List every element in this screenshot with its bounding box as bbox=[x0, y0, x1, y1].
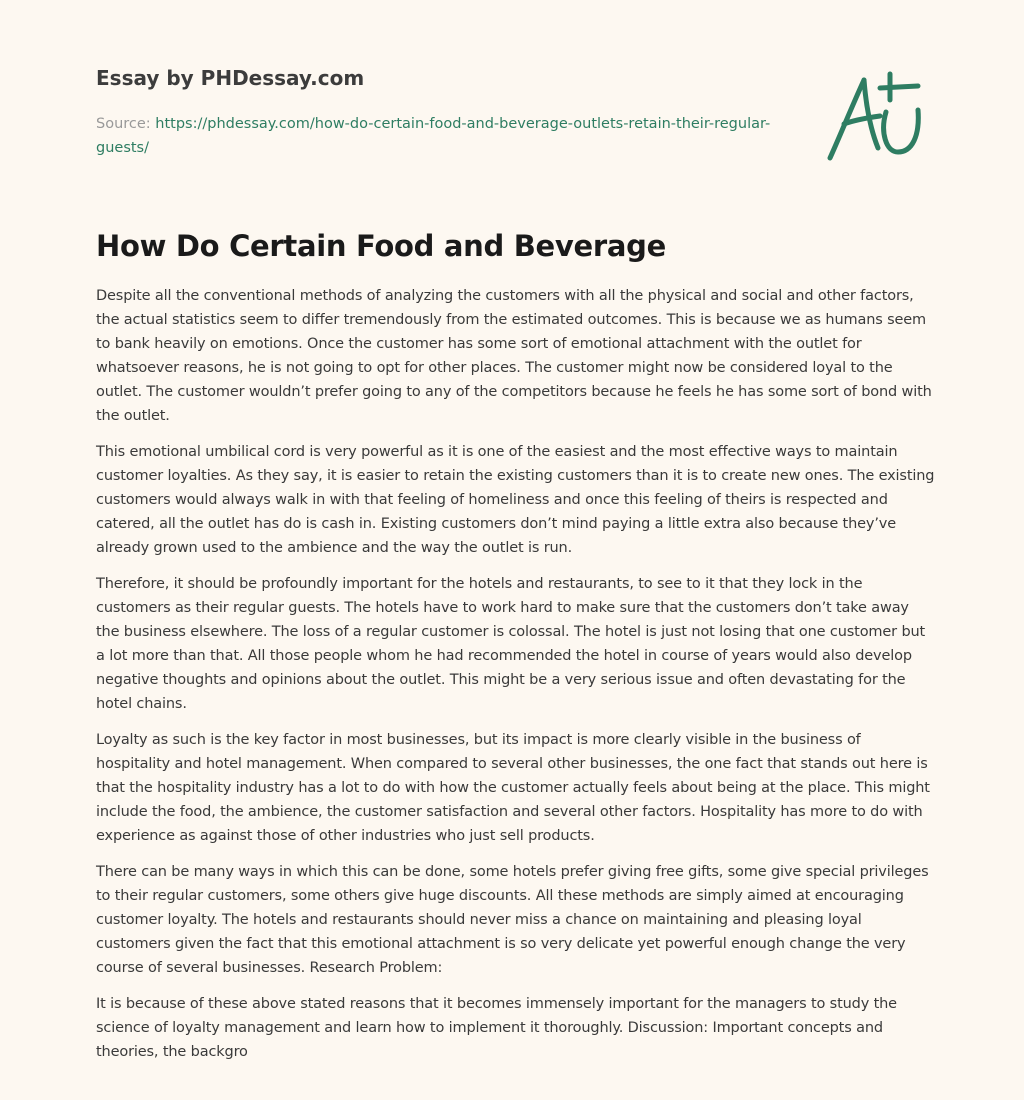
essay-body bbox=[96, 284, 936, 1076]
a-plus-logo-icon bbox=[820, 66, 930, 166]
source-label: Source: bbox=[96, 116, 151, 132]
source-link[interactable]: https://phdessay.com/how-do-certain-food-and-beverage-outlets-retain-their-regular-guests/ bbox=[96, 116, 771, 156]
essay-paragraph: There can be many ways in which this can be done, some hotels prefer giving free gifts, some give special privileges to their regular customers, some others give huge discounts. All these methods are simply aimed at encouraging customer loyalty. The hotels and restaurants should never miss a chance on maintaining and pleasing loyal customers given the fact that this emotional attachment is so very delicate yet powerful enough change the very course of several businesses. Research Problem: bbox=[96, 864, 929, 976]
essay-paragraph: Despite all the conventional methods of analyzing the customers with all the physical and social and other factors, the actual statistics seem to differ tremendously from the estimated outcomes. This is because we as humans seem to bank heavily on emotions. Once the customer has some sort of emotional attachment with the outlet for whatsoever reasons, he is not going to opt for other places. The customer might now be considered loyal to the outlet. The customer wouldn’t prefer going to any of the competitors because he feels he has some sort of bond with the outlet. bbox=[96, 288, 932, 424]
essay-paragraph: Loyalty as such is the key factor in most businesses, but its impact is more clearly visible in the business of hospitality and hotel management. When compared to several other businesses, the one fact that stands out here is that the hospitality industry has a lot to do with how the customer actually feels about being at the place. This might include the food, the ambience, the customer satisfaction and several other factors. Hospitality has more to do with experience as against those of other industries who just sell products. bbox=[96, 732, 930, 844]
essay-paragraph: It is because of these above stated reasons that it becomes immensely important for the managers to study the science of loyalty management and learn how to implement it thoroughly. Discussion: Important concepts and theories, the backgro bbox=[96, 996, 897, 1060]
essay-paragraph: This emotional umbilical cord is very powerful as it is one of the easiest and the most effective ways to maintain customer loyalties. As they say, it is easier to retain the existing customers than it is to create new ones. The existing customers would always walk in with that feeling of homeliness and once this feeling of theirs is respected and catered, all the outlet has do is cash in. Existing customers don’t mind paying a little extra also because they’ve already grown used to the ambience and the way the outlet is run. bbox=[96, 444, 935, 556]
source-line bbox=[96, 112, 776, 160]
page-header bbox=[96, 64, 776, 160]
site-brand: Essay by PHDessay.com bbox=[96, 66, 365, 90]
essay-paragraph: Therefore, it should be profoundly important for the hotels and restaurants, to see to it that they lock in the customers as their regular guests. The hotels have to work hard to make sure that the customers don’t take away the business elsewhere. The loss of a regular customer is colossal. The hotel is just not losing that one customer but a lot more than that. All those people whom he had recommended the hotel in course of years would also develop negative thoughts and opinions about the outlet. This might be a very serious issue and often devastating for the hotel chains. bbox=[96, 576, 926, 712]
essay-title: How Do Certain Food and Beverage bbox=[96, 229, 666, 263]
